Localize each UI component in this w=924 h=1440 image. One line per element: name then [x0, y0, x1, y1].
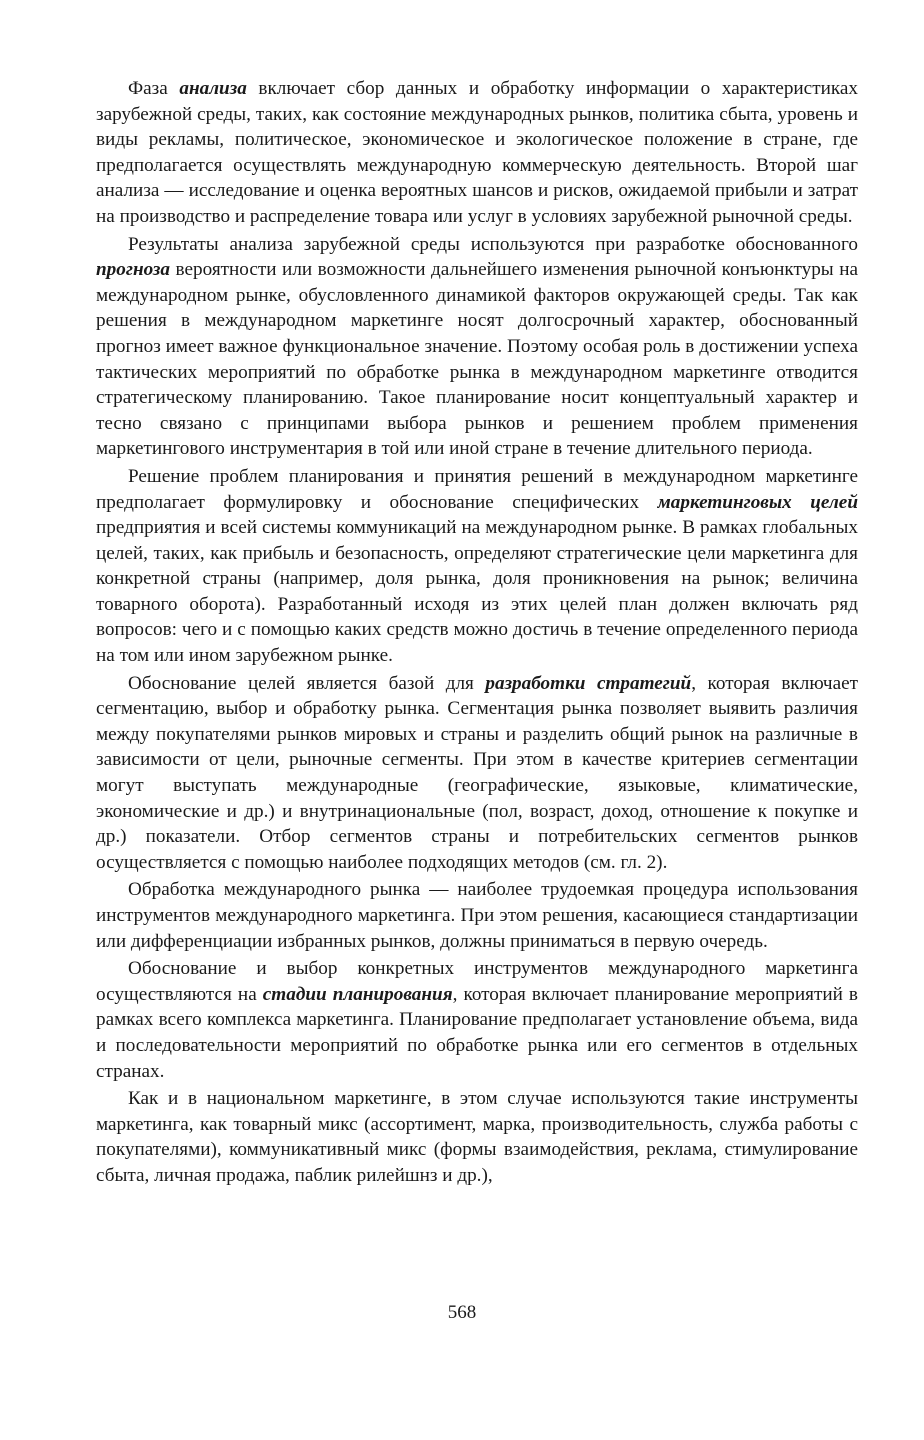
text-run: Как и в национальном маркетинге, в этом случае используются такие инструменты маркетинга, как товарный микс (ассортимент, марка, производительность, служба работы с покупателями), коммуникативный микс (формы взаимодействия, реклама, стимулирование сбыта, личная продажа, паблик рилейшнз и др.),	[96, 1088, 858, 1186]
page-number: 568	[447, 1302, 477, 1323]
paragraph-market-processing	[96, 877, 858, 954]
emphasis-term: стадии планирования	[262, 983, 453, 1005]
paragraph-instruments	[96, 1086, 858, 1188]
paragraph-marketing-goals	[96, 464, 858, 669]
paragraph-forecast	[96, 232, 858, 462]
text-run: вероятности или возможности дальнейшего изменения рыночной конъюнктуры на международном рынке, обусловленного динамикой факторов окружающей среды. Так как решения в международном маркетинге носят долгосрочный характер, обоснованный прогноз имеет важное функциональное значение. Поэтому особая роль в достижении успеха тактических мероприятий по обработке рынка в международном маркетинге отводится стратегическому планированию. Такое планирование носит концептуальный характер и тесно связано с принципами выбора рынков и решением проблем применения маркетингового инструментария в той или иной стране в течение длительного периода.	[96, 259, 858, 460]
text-run: , которая включает планирование мероприятий в рамках всего комплекса маркетинга. Планирование предполагает установление объема, вида и последовательности мероприятий по обработке рынка или его сегментов в отдельных странах.	[96, 983, 858, 1082]
emphasis-term: разработки стратегий	[485, 672, 692, 694]
text-run: предприятия и всей системы коммуникаций на международном рынке. В рамках глобальных целей, таких, как прибыль и безопасность, определяют стратегические цели маркетинга для конкретной страны (например, доля рынка, доля проникновения на рынок; величина товарного оборота). Разработанный исходя из этих целей план должен включать ряд вопросов: чего и с помощью каких средств можно достичь в течение определенного периода на том или ином зарубежном рынке.	[96, 517, 858, 667]
text-run: Обработка международного рынка — наиболее трудоемкая процедура использования инструментов международного маркетинга. При этом решения, касающиеся стандартизации или дифференциации избранных рынков, должны приниматься в первую очередь.	[96, 879, 858, 952]
paragraph-strategy	[96, 671, 858, 876]
text-run: Обоснование и выбор конкретных инструментов международного маркетинга осуществляются на	[96, 958, 858, 1005]
text-run: Результаты анализа зарубежной среды используются при разработке обоснованного	[128, 233, 858, 255]
text-run: , которая включает сегментацию, выбор и обработку рынка. Сегментация рынка позволяет выявить различия между покупателями рынков мировых и страны и разделить общий рынок на различные в зависимости от цели, рыночные сегменты. При этом в качестве критериев сегментации могут выступать международные (географические, языковые, климатические, экономические и др.) и внутринациональные (пол, возраст, доход, отношение к покупке и др.) показатели. Отбор сегментов страны и потребительских сегментов рынков осуществляется с помощью наиболее подходящих методов (см. гл. 2).	[96, 672, 858, 873]
text-run: Решение проблем планирования и принятия решений в международном маркетинге предполагает формулировку и обоснование специфических	[96, 465, 858, 513]
emphasis-term: анализа	[179, 78, 247, 99]
emphasis-term: маркетинговых целей	[657, 491, 858, 513]
paragraph-analysis	[96, 76, 858, 230]
text-run: Фаза	[128, 78, 180, 99]
text-run: включает сбор данных и обработку информации о характеристиках зарубежной среды, таких, как состояние международных рынков, политика сбыта, уровень и виды рекламы, политическое, экономическое и экологическое положение в стране, где предполагается осуществлять международную коммерческую деятельность. Второй шаг анализа — исследование и оценка вероятных шансов и рисков, ожидаемой прибыли и затрат на производство и распределение товара или услуг в условиях зарубежной рыночной среды.	[96, 78, 858, 227]
text-run: Обоснование целей является базой для	[128, 672, 486, 694]
page-body	[96, 76, 858, 1191]
paragraph-planning-stage	[96, 956, 858, 1084]
emphasis-term: прогноза	[96, 259, 171, 281]
